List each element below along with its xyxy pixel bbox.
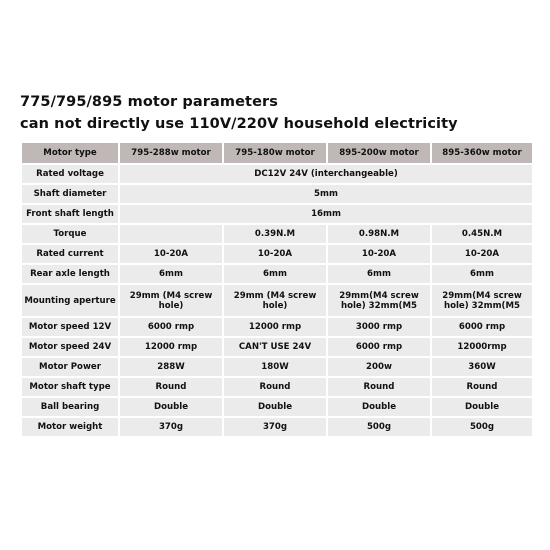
table-row <box>22 185 532 203</box>
table-cell: Double <box>120 398 222 416</box>
table-cell: 6000 rmp <box>120 318 222 336</box>
table-row <box>22 358 532 376</box>
table-cell: 0.98N.M <box>328 225 430 243</box>
row-label: Motor speed 24V <box>22 338 118 356</box>
table-cell: 3000 rmp <box>328 318 430 336</box>
table-cell: 12000 rmp <box>120 338 222 356</box>
table-cell: Double <box>224 398 326 416</box>
row-label: Mounting aperture <box>22 285 118 316</box>
table-cell <box>120 225 222 243</box>
table-cell: Double <box>328 398 430 416</box>
table-cell: 29mm(M4 screw hole) 32mm(M5 <box>328 285 430 316</box>
table-cell: 29mm (M4 screw hole) <box>224 285 326 316</box>
table-cell: 200w <box>328 358 430 376</box>
row-label: Motor Power <box>22 358 118 376</box>
header-cell-795-180w: 795-180w motor <box>224 143 326 163</box>
table-row <box>22 205 532 223</box>
table-cell: 6mm <box>328 265 430 283</box>
row-label: Ball bearing <box>22 398 118 416</box>
table-cell: Double <box>432 398 532 416</box>
table-cell: 12000rmp <box>432 338 532 356</box>
table-header-row <box>22 143 532 163</box>
row-label: Shaft diameter <box>22 185 118 203</box>
table-row <box>22 418 532 436</box>
table-cell: 370g <box>224 418 326 436</box>
title-line-1: 775/795/895 motor parameters <box>20 94 278 110</box>
table-cell: 12000 rmp <box>224 318 326 336</box>
table-row <box>22 398 532 416</box>
table-cell: 180W <box>224 358 326 376</box>
table-row <box>22 245 532 263</box>
table-row <box>22 225 532 243</box>
table-cell: 10-20A <box>120 245 222 263</box>
row-label: Motor shaft type <box>22 378 118 396</box>
table-cell: 6mm <box>224 265 326 283</box>
row-label: Motor speed 12V <box>22 318 118 336</box>
table-cell: 6000 rmp <box>328 338 430 356</box>
table-cell: 29mm (M4 screw hole) <box>120 285 222 316</box>
table-row <box>22 318 532 336</box>
row-label: Rated voltage <box>22 165 118 183</box>
table-cell: 10-20A <box>224 245 326 263</box>
table-cell: 500g <box>328 418 430 436</box>
table-cell: 0.39N.M <box>224 225 326 243</box>
row-label: Motor weight <box>22 418 118 436</box>
row-label: Torque <box>22 225 118 243</box>
table-cell: 5mm <box>120 185 532 203</box>
motor-parameters-table <box>20 141 534 438</box>
table-row <box>22 338 532 356</box>
table-cell: 500g <box>432 418 532 436</box>
table-cell: 6000 rmp <box>432 318 532 336</box>
row-label: Rear axle length <box>22 265 118 283</box>
table-cell: 6mm <box>120 265 222 283</box>
title-line-2: can not directly use 110V/220V household electricity <box>20 116 458 132</box>
table-cell: 10-20A <box>328 245 430 263</box>
table-cell: Round <box>224 378 326 396</box>
header-cell-895-200w: 895-200w motor <box>328 143 430 163</box>
table-cell: 370g <box>120 418 222 436</box>
table-cell: 6mm <box>432 265 532 283</box>
header-cell-motor-type: Motor type <box>22 143 118 163</box>
row-label: Rated current <box>22 245 118 263</box>
table-cell: Round <box>328 378 430 396</box>
table-cell: 29mm(M4 screw hole) 32mm(M5 <box>432 285 532 316</box>
table-cell: DC12V 24V (interchangeable) <box>120 165 532 183</box>
table-cell: CAN'T USE 24V <box>224 338 326 356</box>
row-label: Front shaft length <box>22 205 118 223</box>
table-row <box>22 265 532 283</box>
header-cell-895-360w: 895-360w motor <box>432 143 532 163</box>
table-cell: Round <box>432 378 532 396</box>
header-cell-795-288w: 795-288w motor <box>120 143 222 163</box>
table-cell: 0.45N.M <box>432 225 532 243</box>
table-cell: 360W <box>432 358 532 376</box>
table-cell: 10-20A <box>432 245 532 263</box>
table-cell: Round <box>120 378 222 396</box>
table-cell: 16mm <box>120 205 532 223</box>
table-row <box>22 165 532 183</box>
table-row <box>22 378 532 396</box>
table-row <box>22 285 532 316</box>
table-cell: 288W <box>120 358 222 376</box>
